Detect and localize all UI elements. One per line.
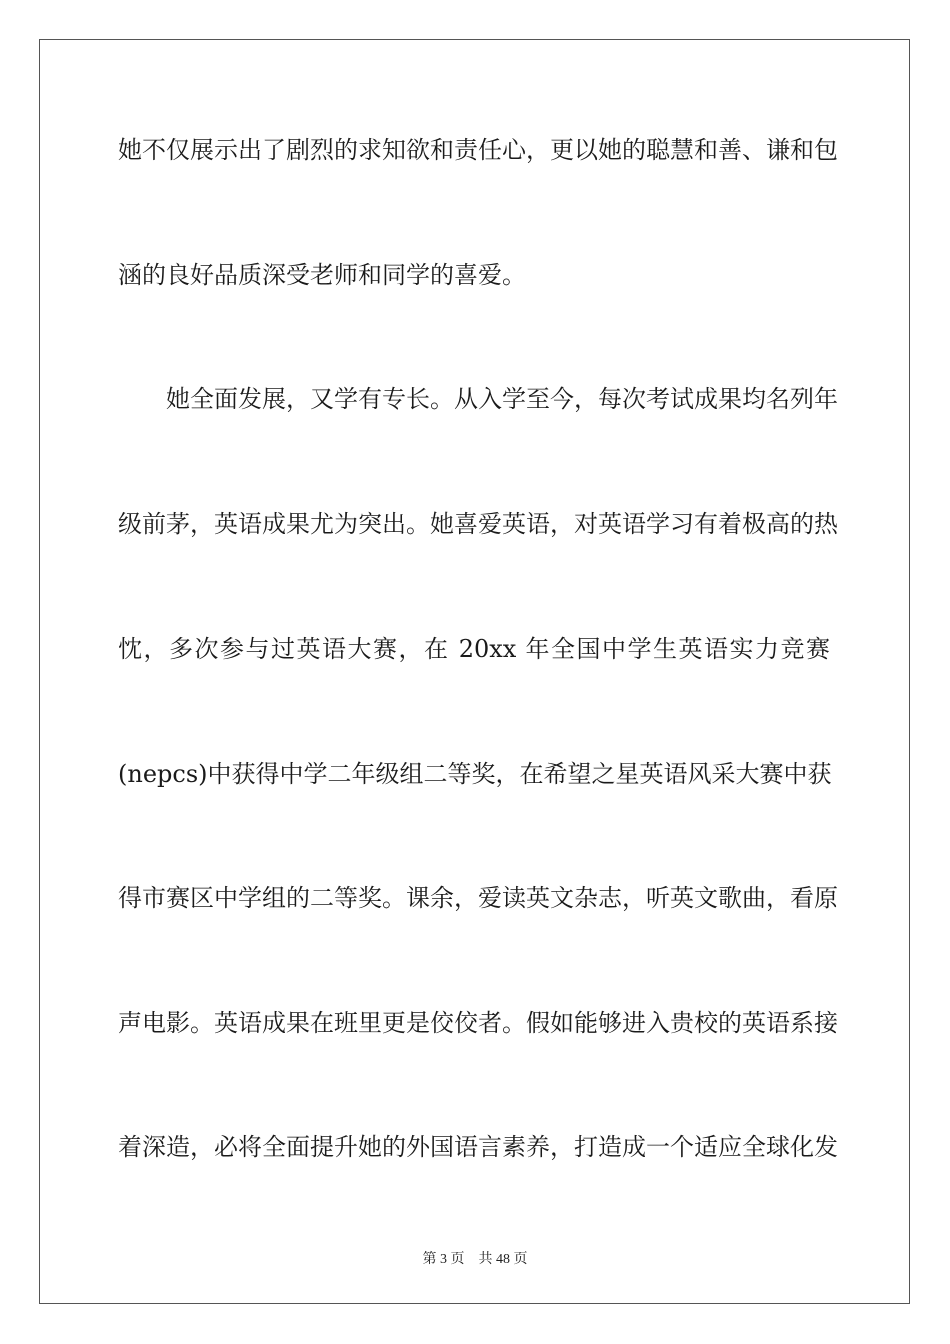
page-number: 第 3 页 <box>422 1252 465 1267</box>
paragraph-line-6: (nepcs)中获得中学二年级组二等奖，在希望之星英语风采大赛中获 <box>118 760 832 788</box>
paragraph-line-3: 她全面发展，又学有专长。从入学至今，每次考试成果均名列年 <box>118 385 838 413</box>
paragraph-line-2: 涵的良好品质深受老师和同学的喜爱。 <box>118 261 526 289</box>
paragraph-line-5: 忱，多次参与过英语大赛，在 20xx 年全国中学生英语实力竞赛 <box>118 635 830 663</box>
page-footer <box>0 1248 950 1268</box>
page-border <box>39 39 910 1304</box>
paragraph-line-1: 她不仅展示出了剧烈的求知欲和责任心，更以她的聪慧和善、谦和包 <box>118 136 838 164</box>
paragraph-line-7: 得市赛区中学组的二等奖。课余，爱读英文杂志，听英文歌曲，看原 <box>118 884 838 912</box>
paragraph-line-8: 声电影。英语成果在班里更是佼佼者。假如能够进入贵校的英语系接 <box>118 1009 838 1037</box>
page-total: 共 48 页 <box>478 1252 528 1267</box>
paragraph-line-4: 级前茅，英语成果尤为突出。她喜爱英语，对英语学习有着极高的热 <box>118 510 838 538</box>
paragraph-line-9: 着深造，必将全面提升她的外国语言素养，打造成一个适应全球化发 <box>118 1133 838 1161</box>
